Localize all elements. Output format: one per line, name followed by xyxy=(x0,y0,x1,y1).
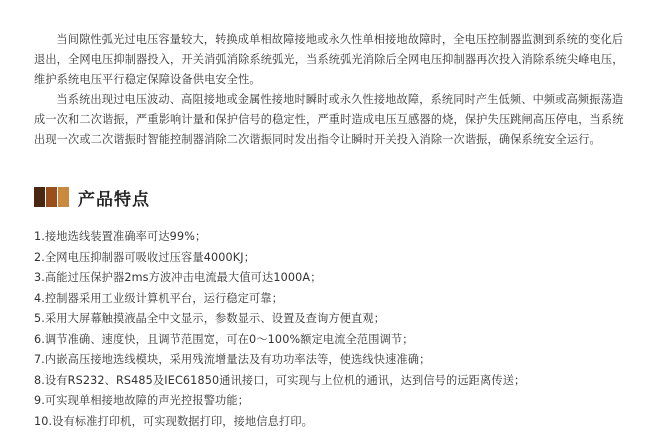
feature-item: 1.接地选线装置准确率可达99%； xyxy=(34,230,207,243)
intro-text xyxy=(34,30,626,150)
feature-item: 10.设有标准打印机，可实现数据打印，接地信息打印。 xyxy=(34,414,314,428)
decoration-bar xyxy=(58,187,69,207)
decoration-bar xyxy=(46,187,57,207)
intro-paragraph: 当间隙性弧光过电压容量较大，转换成单相故障接地或永久性单相接地故障时，全电压控制器监测到系统的变化后退出，全网电压抑制器投入，开关消弧消除系统弧光，当系统弧光消除后全网电压抑制器再次投入消除系统尖峰电压，维护系统电压平行稳定保障设备供电安全性。 xyxy=(34,33,624,86)
feature-item: 3.高能过压保护器2ms方波冲击电流最大值可达1000A； xyxy=(34,271,322,284)
feature-item: 9.可实现单相接地故障的声光控报警功能； xyxy=(34,394,250,407)
feature-item: 5.采用大屏幕触摸液晶全中文显示，参数显示、设置及查询方便直观； xyxy=(34,312,386,325)
feature-list xyxy=(34,227,634,432)
title-decoration-bars xyxy=(34,187,70,207)
feature-item: 4.控制器采用工业级计算机平台，运行稳定可靠； xyxy=(34,291,284,305)
intro-paragraph: 当系统出现过电压波动、高阻接地或金属性接地时瞬时或永久性接地故障，系统同时产生低频、中频或高频振荡造成一次和二次谐振，严重影响计量和保护信号的稳定性，严重时造成电压互感器的烧，保护失压跳闸高压停电，当系统出现一次或二次谐振时智能控制器消除二次谐振同时发出指令让瞬时开关投入消除一次谐振，确保系统安全运行。 xyxy=(34,93,624,146)
decoration-bar xyxy=(34,187,45,207)
feature-item: 6.调节准确、速度快，且调节范围宽，可在0～100%额定电流全范围调节； xyxy=(34,332,414,346)
section-header xyxy=(34,186,150,208)
feature-item: 7.内嵌高压接地选线模块，采用残流增量法及有功功率法等，使选线快速准确； xyxy=(34,353,431,366)
section-title: 产品特点 xyxy=(78,189,150,210)
feature-item: 2.全网电压抑制器可吸收过压容量4000KJ； xyxy=(34,250,256,264)
feature-item: 8.设有RS232、RS485及IEC61850通讯接口，可实现与上位机的通讯，达到信号的远距离传送； xyxy=(34,373,526,387)
